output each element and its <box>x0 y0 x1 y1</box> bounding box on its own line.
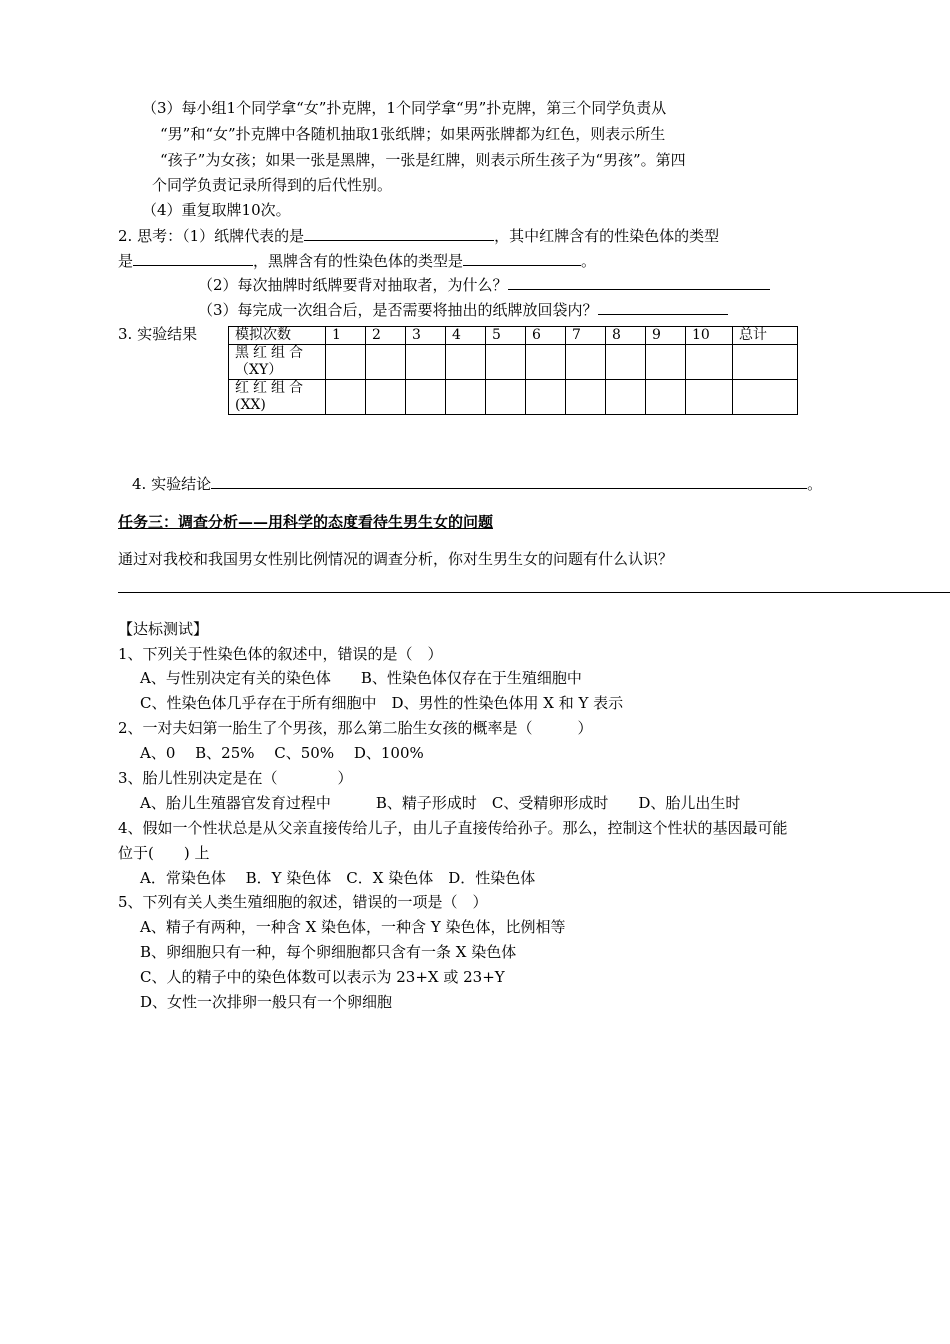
table-cell-total[interactable] <box>733 345 798 380</box>
table-cell[interactable] <box>566 380 606 415</box>
test-q4-options: A．常染色体 B．Y 染色体 C．X 染色体 D．性染色体 <box>140 869 536 887</box>
table-cell[interactable] <box>366 380 406 415</box>
header-cell-9: 9 <box>646 327 686 345</box>
task3-question: 通过对我校和我国男女性别比例情况的调查分析，你对生男生女的问题有什么认识？ <box>118 550 674 568</box>
table-cell[interactable] <box>406 380 446 415</box>
results-label: 3. 实验结果 <box>118 325 198 343</box>
table-cell[interactable] <box>606 380 646 415</box>
header-cell-total: 总计 <box>733 327 798 345</box>
header-cell-4: 4 <box>446 327 486 345</box>
header-cell-1: 1 <box>326 327 366 345</box>
table-cell[interactable] <box>486 345 526 380</box>
think-q1-suffix: ，其中红牌含有的性染色体的类型 <box>494 227 720 245</box>
row-label-xy <box>229 345 326 380</box>
test-q5-option-b: B、卵细胞只有一种，每个卵细胞都只含有一条 X 染色体 <box>140 943 517 961</box>
table-cell[interactable] <box>326 380 366 415</box>
conclusion-end: 。 <box>807 475 823 493</box>
answer-blank-red-card-type[interactable] <box>133 250 253 266</box>
table-cell[interactable] <box>446 380 486 415</box>
step3-line4: 个同学负责记录所得到的后代性别。 <box>152 176 393 194</box>
header-cell-trials: 模拟次数 <box>229 327 326 345</box>
table-cell[interactable] <box>606 345 646 380</box>
test-heading: 【达标测试】 <box>118 620 209 638</box>
header-cell-5: 5 <box>486 327 526 345</box>
results-table <box>228 326 798 415</box>
think-q3-line <box>198 299 728 320</box>
table-cell[interactable] <box>526 380 566 415</box>
header-cell-7: 7 <box>566 327 606 345</box>
step3-line2: “男”和“女”扑克牌中各随机抽取1张纸牌；如果两张牌都为红色，则表示所生 <box>160 125 666 143</box>
table-cell-total[interactable] <box>733 380 798 415</box>
table-cell[interactable] <box>446 345 486 380</box>
test-q1: 1、下列关于性染色体的叙述中，错误的是（ ） <box>118 645 443 663</box>
header-cell-6: 6 <box>526 327 566 345</box>
table-cell[interactable] <box>526 345 566 380</box>
row-label-xy-main: 黑红组合 <box>235 345 307 361</box>
header-cell-2: 2 <box>366 327 406 345</box>
table-cell[interactable] <box>566 345 606 380</box>
header-cell-10: 10 <box>686 327 733 345</box>
conclusion-label: 4. 实验结论 <box>132 475 212 493</box>
answer-blank-card-meaning[interactable] <box>304 225 494 241</box>
think-q2-line <box>198 274 770 295</box>
step3-line3: “孩子”为女孩；如果一张是黑牌，一张是红牌，则表示所生孩子为“男孩”。第四 <box>160 151 686 169</box>
test-q4-line1: 4、假如一个性状总是从父亲直接传给儿子，由儿子直接传给孙子。那么，控制这个性状的基因最可能 <box>118 819 788 837</box>
test-q5-option-d: D、女性一次排卵一般只有一个卵细胞 <box>140 993 393 1011</box>
think-q1-line2-mid: ，黑牌含有的性染色体的类型是 <box>253 252 464 270</box>
row-label-xy-sub: （XY） <box>235 362 283 378</box>
table-cell[interactable] <box>326 345 366 380</box>
test-q2-options: A、0 B、25% C、50% D、100% <box>140 744 424 762</box>
task3-title: 任务三：调查分析——用科学的态度看待生男生女的问题 <box>118 513 494 531</box>
step4-line: （4）重复取牌10次。 <box>142 201 291 219</box>
test-q4-line2: 位于( ) 上 <box>118 844 210 862</box>
results-header-row <box>229 327 798 345</box>
think-q1-line2-end: 。 <box>581 252 597 270</box>
table-cell[interactable] <box>646 380 686 415</box>
think-q2-text: （2）每次抽牌时纸牌要背对抽取者，为什么？ <box>198 276 508 294</box>
table-cell[interactable] <box>366 345 406 380</box>
row-label-xx-sub: (XX) <box>235 397 266 413</box>
answer-blank-think-q3[interactable] <box>598 299 728 315</box>
think-q3-text: （3）每完成一次组合后，是否需要将抽出的纸牌放回袋内？ <box>198 301 598 319</box>
row-label-xx <box>229 380 326 415</box>
test-q5: 5、下列有关人类生殖细胞的叙述，错误的一项是（ ） <box>118 893 488 911</box>
test-q3: 3、胎儿性别决定是在（ ） <box>118 769 353 787</box>
conclusion-line <box>132 473 822 494</box>
table-cell[interactable] <box>646 345 686 380</box>
test-q1-options-ab: A、与性别决定有关的染色体 B、性染色体仅存在于生殖细胞中 <box>140 669 582 687</box>
think-q1-prefix: 2. 思考：（1）纸牌代表的是 <box>118 227 305 245</box>
test-q2: 2、一对夫妇第一胎生了个男孩，那么第二胎生女孩的概率是（ ） <box>118 719 593 737</box>
answer-blank-think-q2[interactable] <box>508 274 770 290</box>
answer-blank-conclusion[interactable] <box>211 473 807 489</box>
table-cell[interactable] <box>686 345 733 380</box>
think-q1-line2 <box>118 250 596 271</box>
header-cell-3: 3 <box>406 327 446 345</box>
results-row-xy <box>229 345 798 380</box>
row-label-xx-main: 红红组合 <box>235 380 307 396</box>
results-row-xx <box>229 380 798 415</box>
test-q1-options-cd: C、性染色体几乎存在于所有细胞中 D、男性的性染色体用 X 和 Y 表示 <box>140 694 624 712</box>
test-q3-options: A、胎儿生殖器官发育过程中 B、精子形成时 C、受精卵形成时 D、胎儿出生时 <box>140 794 741 812</box>
answer-blank-black-card-type[interactable] <box>463 250 581 266</box>
test-q5-option-a: A、精子有两种，一种含 X 染色体，一种含 Y 染色体，比例相等 <box>140 918 566 936</box>
test-q5-option-c: C、人的精子中的染色体数可以表示为 23+X 或 23+Y <box>140 968 505 986</box>
header-cell-8: 8 <box>606 327 646 345</box>
table-cell[interactable] <box>686 380 733 415</box>
think-q1-line2-prefix: 是 <box>118 252 134 270</box>
table-cell[interactable] <box>486 380 526 415</box>
answer-line-task3[interactable] <box>118 592 950 593</box>
step3-line1: （3）每小组1个同学拿“女”扑克牌，1个同学拿“男”扑克牌，第三个同学负责从 <box>142 99 667 117</box>
think-q1-line1 <box>118 225 719 246</box>
table-cell[interactable] <box>406 345 446 380</box>
